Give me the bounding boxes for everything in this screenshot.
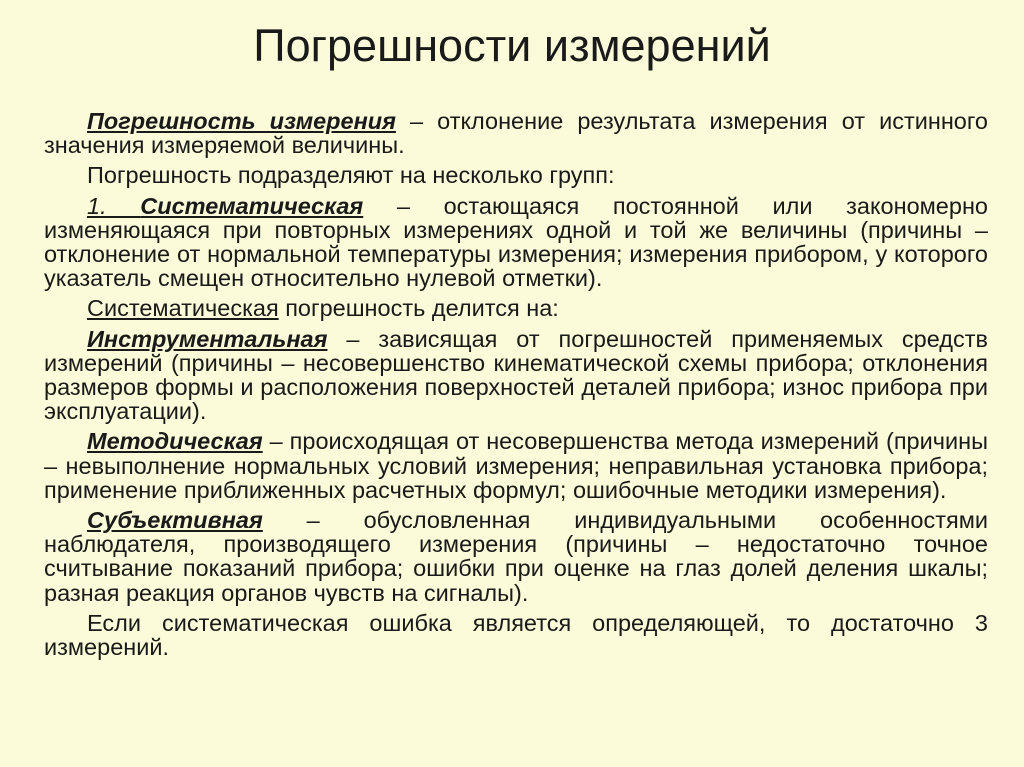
paragraph-instrumental [44, 327, 988, 424]
paragraph-methodical [44, 429, 988, 502]
instrumental-text: – зависящая от погрешностей применяемых средств измерений (причины – несовершенство кинематической схемы прибора; отклонения размеров формы и расположения поверхностей деталей прибора; износ прибора при эксплуатации). [44, 325, 988, 425]
subjective-text: – обусловленная индивидуальными особенностями наблюдателя, производящего измерения (причины – недостаточно точное считывание показаний прибора; ошибки при оценке на глаз долей деления шкалы; разная реакция органов чувств на сигналы). [44, 507, 988, 606]
methodical-text: – происходящая от несовершенства метода измерений (причины – невыполнение нормальных условий измерения; неправильная установка прибора; применение приближенных расчетных формул; ошибочные методики измерения). [44, 428, 988, 503]
conclusion-text: Если систематическая ошибка является определяющей, то достаточно 3 измерений. [44, 609, 988, 661]
term-measurement-error: Погрешность измерения [87, 108, 396, 134]
term-methodical: Методическая [87, 428, 263, 455]
term-subjective: Субъективная [87, 507, 263, 534]
paragraph-definition [44, 109, 988, 157]
paragraph-conclusion [44, 611, 988, 659]
term-instrumental: Инструментальная [87, 325, 328, 352]
systematic-divided-text: погрешность делится на: [278, 295, 559, 322]
paragraph-systematic-divided [44, 296, 988, 320]
slide-title: Погрешности измерений [253, 20, 771, 71]
systematic-underlined-word: Систематическая [87, 295, 279, 322]
definition-text: – отклонение результата измерения от истинного значения измеряемой величины. [44, 108, 988, 159]
term-systematic: Систематическая [140, 192, 364, 219]
paragraph-subjective [44, 508, 988, 605]
systematic-text: – остающаяся постоянной или закономерно изменяющаяся при повторных измерениях одной и той же величины (причины – отклонение от нормальной температуры измерения; измерения прибором, у которого указатель смещен относительно нулевой отметки). [44, 192, 988, 292]
slide-body [44, 109, 988, 665]
groups-intro-text: Погрешность подразделяют на несколько групп: [87, 162, 615, 189]
paragraph-groups-intro [44, 163, 988, 187]
paragraph-systematic [44, 194, 988, 291]
item-number: 1. [87, 192, 141, 219]
